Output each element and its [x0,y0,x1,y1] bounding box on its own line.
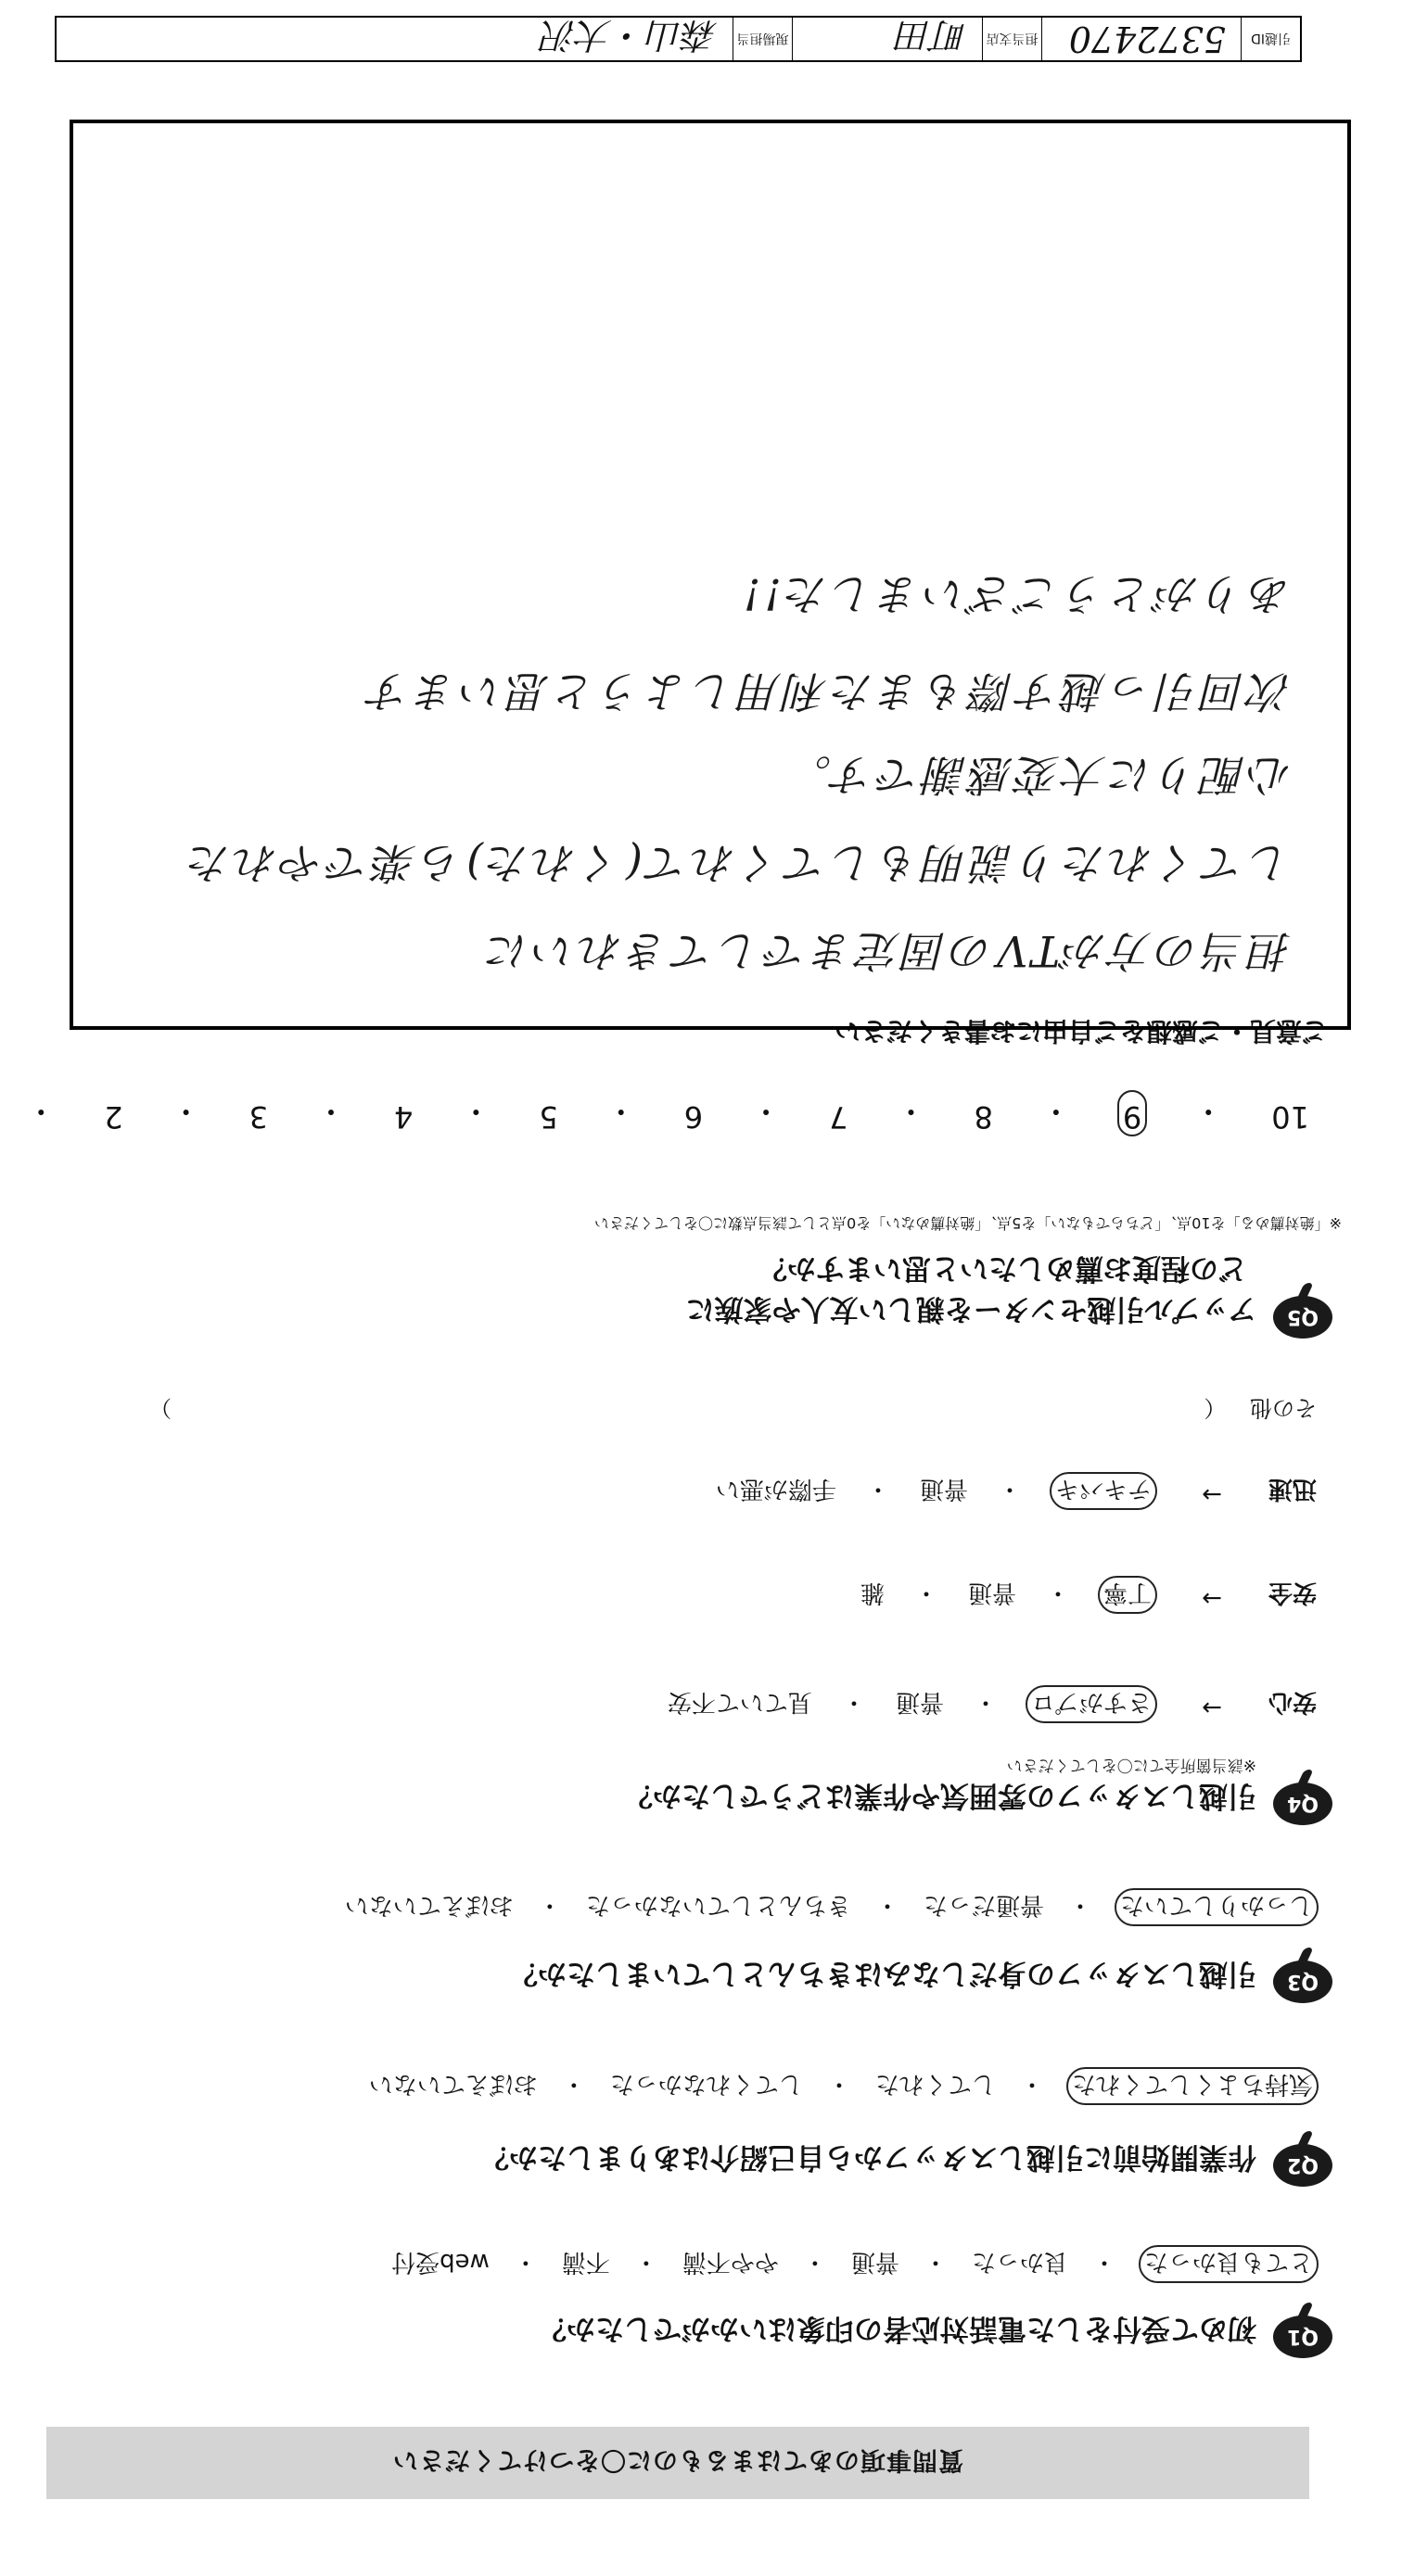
q1-option-6[interactable]: web受付 [391,2248,490,2276]
id-label: 引越ID [1241,18,1300,60]
arrow-icon: → [1202,1694,1222,1721]
comment-line-3: 心配りに大変感謝です。 [784,750,1292,800]
q3-option-3[interactable]: きちんとしていなかった [585,1891,851,1919]
q1-option-1[interactable]: とても良かった [1141,2247,1317,2281]
q4-row-3-option-1[interactable]: テキパキ [1052,1474,1155,1508]
q4-row-1-key: 安心 [1268,1688,1317,1716]
comments-box[interactable] [70,120,1351,1030]
id-value[interactable]: 5372470 [1041,18,1241,60]
q1-options: とても良かった ・ 良かった ・ 普通 ・ やや不満 ・ 不満 ・ web受付 [391,2247,1317,2281]
q4-other-label: その他 [1250,1395,1317,1421]
q5-score-5[interactable]: 5 [539,1099,558,1135]
q4-other-row [65,1394,1317,1427]
q4-row-2-option-1[interactable]: 丁寧 [1100,1578,1155,1612]
arrow-icon: → [1202,1480,1222,1508]
q4-row-2-key: 安全 [1268,1579,1317,1606]
q5-score-7[interactable]: 7 [829,1099,848,1135]
q5-score-8[interactable]: 8 [974,1099,993,1135]
q3-badge: Q3 [1273,1961,1332,2003]
arrow-icon: → [1202,1584,1222,1612]
q5-text-line2: どの程度お薦めしたいと思いますか？ [758,1251,1247,1285]
q4-other-close: ） [149,1395,172,1421]
q4-row-3-key: 迅速 [1268,1475,1317,1503]
leader-label: 現場担当 [733,18,792,60]
q1-text: 初めて受付をした電話対応者の印象はいかがでしたか？ [538,2312,1256,2345]
q4-badge: Q4 [1273,1783,1332,1825]
comment-line-1: 担当の方がTVの固定までしてきれいに [483,926,1292,976]
instruction-banner: 質問事項のあてはまるものに〇をつけてください [46,2427,1309,2499]
branch-label: 担当支店 [982,18,1041,60]
q5-note: ※「絶対薦める」を10点、「どちらでもない」を5点、「絶対薦めない」を0点として該当点数に〇をしてください [594,1214,1342,1232]
q4-other-open: （ [1204,1395,1227,1421]
q4-row-3-option-3[interactable]: 手際が悪い [715,1475,836,1503]
q3-option-4[interactable]: おぼえていない [344,1891,514,1919]
q4-text: 引越しスタッフの雰囲気や作業はどうでしたか？ [624,1779,1256,1812]
header-info-table [55,16,1302,62]
q2-option-3[interactable]: してくれなかった [609,2070,803,2098]
q4-row-2-option-3[interactable]: 雑 [860,1579,885,1606]
q5-score-9[interactable]: 9 [1119,1092,1145,1135]
q5-text-line1: アップル引越センターを親しい友人や家族に [685,1292,1256,1326]
q4-row-anshin: 安心 → さすがプロ ・ 普通 ・ 見ていて不安 [667,1688,1317,1721]
q4-row-1-option-1[interactable]: さすがプロ [1027,1687,1155,1721]
q4-row-3-option-2[interactable]: 普通 [919,1475,968,1503]
comments-title: ご意見・ご感想をご自由にお書きください [834,1016,1328,1047]
q5-score-2[interactable]: 2 [104,1099,123,1135]
q1-option-2[interactable]: 良かった [971,2248,1068,2276]
q5-badge: Q5 [1273,1296,1332,1339]
q3-text: 引越しスタッフの身だしなみはきちんとしていましたか？ [509,1957,1256,1990]
q5-score-4[interactable]: 4 [394,1099,414,1135]
q1-option-4[interactable]: やや不満 [682,2248,779,2276]
q5-scale: 10 ・ 9 ・ 8 ・ 7 ・ 6 ・ 5 ・ 4 ・ 3 ・ 2 ・ [26,1094,1309,1135]
q4-row-jinsoku: 迅速 → テキパキ ・ 普通 ・ 手際が悪い [715,1475,1317,1508]
q2-text: 作業開始前に引越しスタッフから自己紹介はありましたか？ [480,2140,1256,2174]
q5-score-3[interactable]: 3 [249,1099,269,1135]
q3-options: しっかりしていた ・ 普通だった ・ きちんとしていなかった ・ おぼえていない [345,1890,1317,1924]
q2-badge: Q2 [1273,2144,1332,2187]
q2-option-4[interactable]: おぼえていない [368,2070,538,2098]
q1-option-3[interactable]: 普通 [850,2248,899,2276]
q4-row-1-option-2[interactable]: 普通 [895,1688,944,1716]
comment-line-4: 次回引っ越す際もまた利用しようと思います [364,666,1292,717]
branch-value[interactable]: 町田 [792,18,982,60]
q3-option-2[interactable]: 普通だった [923,1891,1044,1919]
q2-option-2[interactable]: してくれた [874,2070,996,2098]
q2-options: 気持ちよくしてくれた ・ してくれた ・ してくれなかった ・ おぼえていない [369,2069,1317,2103]
q1-option-5[interactable]: 不満 [561,2248,610,2276]
q4-row-anzen: 安全 → 丁寧 ・ 普通 ・ 雑 [860,1579,1317,1612]
q2-option-1[interactable]: 気持ちよくしてくれた [1068,2069,1317,2103]
comment-line-2: してくれたり説明もしてくれて(くれた)ら楽でやれた [185,838,1292,888]
comment-line-5: ありがとうございました!! [740,569,1292,619]
q4-row-2-option-2[interactable]: 普通 [967,1579,1016,1606]
leader-value[interactable]: 森山・大沢 [541,15,718,57]
q3-option-1[interactable]: しっかりしていた [1116,1890,1317,1924]
q5-score-6[interactable]: 6 [683,1099,704,1135]
q4-row-1-option-3[interactable]: 見ていて不安 [667,1688,812,1716]
q4-note: ※該当箇所全てに〇をしてください [1006,1756,1256,1774]
q1-badge: Q1 [1273,2316,1332,2358]
q5-score-10[interactable]: 10 [1271,1099,1309,1135]
